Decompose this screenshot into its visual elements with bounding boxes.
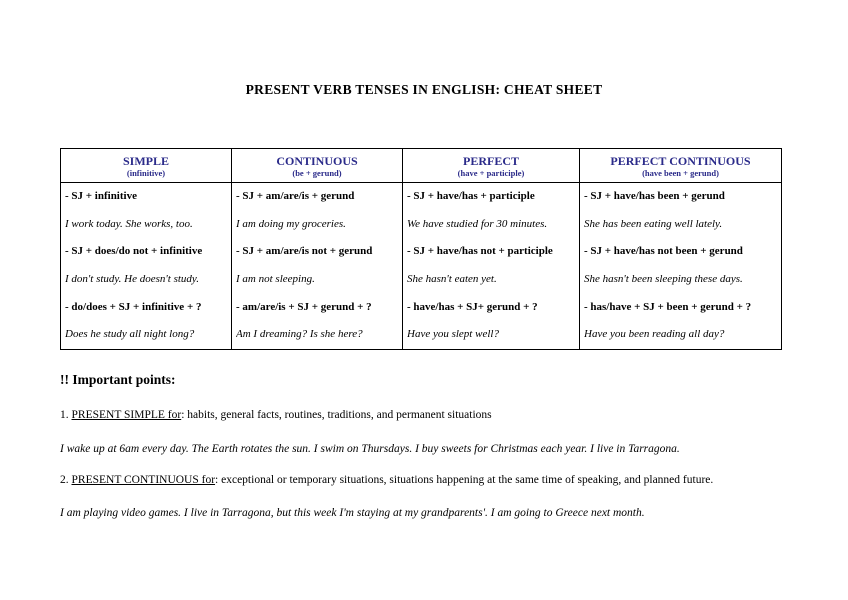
- example-question: Am I dreaming? Is she here?: [236, 328, 363, 341]
- formula-question: - am/are/is + SJ + gerund + ?: [236, 300, 372, 313]
- example-negative: I don't study. He doesn't study.: [65, 273, 199, 286]
- example-question: Have you slept well?: [407, 328, 499, 341]
- column-cell-perfect-continuous: [580, 183, 782, 350]
- table-body-row: [61, 183, 782, 350]
- example-negative: She hasn't eaten yet.: [407, 273, 497, 286]
- point-label: PRESENT CONTINUOUS for: [71, 474, 216, 486]
- point-text: : habits, general facts, routines, traditions, and permanent situations: [181, 409, 492, 421]
- formula-question: - has/have + SJ + been + gerund + ?: [584, 300, 752, 313]
- point-text: : exceptional or temporary situations, situations happening at the same time of speaking, and planned future.: [215, 474, 714, 486]
- column-header-perfect: PERFECT (have + participle): [403, 149, 580, 183]
- example-question: Have you been reading all day?: [584, 328, 725, 341]
- column-cell-simple: [61, 183, 232, 350]
- example-affirmative: I am doing my groceries.: [236, 217, 346, 230]
- formula-negative: - SJ + does/do not + infinitive: [65, 245, 203, 258]
- formula-affirmative: - SJ + infinitive: [65, 190, 137, 202]
- example-affirmative: She has been eating well lately.: [584, 217, 723, 230]
- formula-affirmative: - SJ + have/has + participle: [407, 190, 535, 202]
- formula-negative: - SJ + am/are/is not + gerund: [236, 245, 373, 258]
- column-header-simple: SIMPLE (infinitive): [61, 149, 232, 183]
- point-label: PRESENT SIMPLE for: [71, 409, 182, 421]
- example-question: Does he study all night long?: [65, 328, 195, 341]
- point-present-continuous: [60, 474, 713, 486]
- formula-negative: - SJ + have/has not + participle: [407, 245, 553, 258]
- table-header-row: [61, 149, 782, 183]
- example-affirmative: I work today. She works, too.: [65, 217, 193, 230]
- example-negative: She hasn't been sleeping these days.: [584, 273, 743, 286]
- example-affirmative: We have studied for 30 minutes.: [407, 217, 548, 230]
- important-heading: !! Important points:: [60, 372, 176, 387]
- point-example: I am playing video games. I live in Tarragona, but this week I'm staying at my grandparents'. I am going to Greece next month.: [60, 507, 645, 519]
- point-number: 2.: [60, 474, 69, 486]
- formula-question: - have/has + SJ+ gerund + ?: [407, 300, 538, 313]
- point-example: I wake up at 6am every day. The Earth rotates the sun. I swim on Thursdays. I buy sweets for Christmas each year. I live in Tarragona.: [60, 443, 680, 455]
- tenses-table: [60, 148, 782, 350]
- point-present-simple: [60, 409, 492, 421]
- point-number: 1.: [60, 409, 69, 421]
- page-title: PRESENT VERB TENSES IN ENGLISH: CHEAT SHEET: [245, 82, 603, 97]
- column-header-perfect-continuous: PERFECT CONTINUOUS (have been + gerund): [580, 149, 782, 183]
- formula-question: - do/does + SJ + infinitive + ?: [65, 300, 202, 313]
- formula-affirmative: - SJ + am/are/is + gerund: [236, 190, 355, 202]
- formula-affirmative: - SJ + have/has been + gerund: [584, 190, 725, 202]
- column-header-continuous: CONTINUOUS (be + gerund): [232, 149, 403, 183]
- formula-negative: - SJ + have/has not been + gerund: [584, 245, 743, 258]
- example-negative: I am not sleeping.: [236, 273, 315, 286]
- column-cell-continuous: [232, 183, 403, 350]
- column-cell-perfect: [403, 183, 580, 350]
